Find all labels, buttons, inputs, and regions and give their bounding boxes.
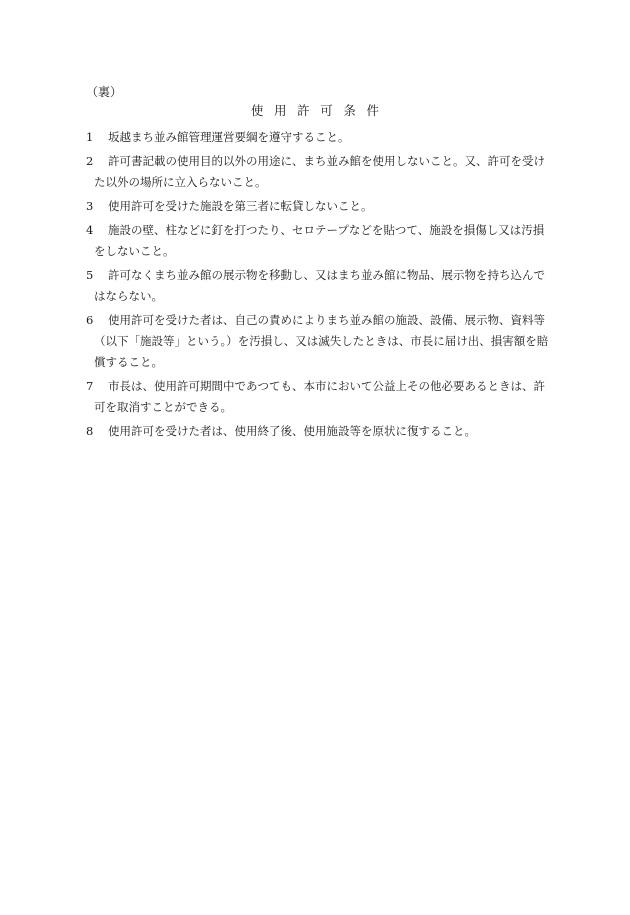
- condition-text: 許可なくまち並み館の展示物を移動し、又はまち並み館に物品、展示物を持ち込んで: [108, 268, 545, 282]
- condition-text-continuation: （以下「施設等」という。）を汚損し、又は滅失したときは、市長に届け出、損害額を賠: [94, 334, 549, 348]
- condition-number: 7: [86, 379, 94, 393]
- conditions-list: [86, 127, 556, 445]
- condition-number: 1: [86, 130, 94, 144]
- condition-text-continuation: た以外の場所に立入らないこと。: [94, 175, 267, 189]
- condition-number: 8: [86, 424, 94, 438]
- condition-text: 許可書記載の使用目的以外の用途に、まち並み館を使用しないこと。又、許可を受け: [108, 154, 545, 168]
- condition-text: 使用許可を受けた者は、使用終了後、使用施設等を原状に復すること。: [108, 424, 476, 438]
- condition-item: [86, 421, 556, 442]
- condition-number: 5: [86, 268, 94, 282]
- condition-text-continuation: はならない。: [94, 289, 163, 303]
- condition-text: 施設の壁、柱などに釘を打つたり、セロテープなどを貼つて、施設を損傷し又は汚損: [108, 223, 545, 237]
- condition-number: 3: [86, 199, 94, 213]
- condition-text-continuation: 償すること。: [94, 355, 163, 369]
- condition-item: [86, 220, 556, 262]
- document-title: 使用許可条件: [250, 103, 390, 118]
- condition-item: [86, 196, 556, 217]
- condition-number: 4: [86, 223, 94, 237]
- condition-text: 坂越まち並み館管理運営要綱を遵守すること。: [108, 130, 350, 144]
- condition-text: 使用許可を受けた者は、自己の責めによりまち並み館の施設、設備、展示物、資料等: [108, 313, 545, 327]
- condition-item: [86, 310, 556, 373]
- side-label: （裏）: [86, 85, 123, 99]
- condition-number: 2: [86, 154, 94, 168]
- condition-item: [86, 151, 556, 193]
- condition-item: [86, 127, 556, 148]
- condition-text-continuation: 可を取消すことができる。: [94, 400, 232, 414]
- condition-text-continuation: をしないこと。: [94, 244, 175, 258]
- condition-number: 6: [86, 313, 94, 327]
- condition-text: 使用許可を受けた施設を第三者に転貸しないこと。: [108, 199, 373, 213]
- condition-text: 市長は、使用許可期間中であつても、本市において公益上その他必要あるときは、許: [108, 379, 545, 393]
- condition-item: [86, 376, 556, 418]
- condition-item: [86, 265, 556, 307]
